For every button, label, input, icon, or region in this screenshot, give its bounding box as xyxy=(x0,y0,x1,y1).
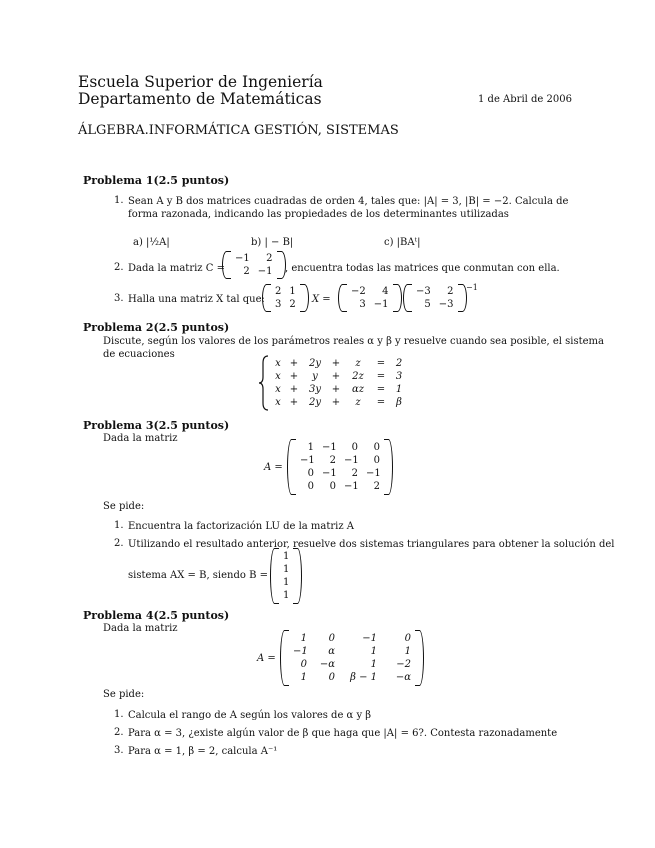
p4-item-3: Para α = 1, β = 2, calcula A⁻¹ xyxy=(128,746,278,757)
p3-item-2-number: 2. xyxy=(114,538,124,549)
eq-term: + xyxy=(289,384,299,395)
matrix-cell: 5 xyxy=(424,299,431,310)
matrix-cell: 2 xyxy=(351,468,358,479)
eq-term: + xyxy=(331,384,341,395)
matrix-cell: 2 xyxy=(266,253,273,264)
matrix-cell: α xyxy=(328,646,335,657)
matrix-cell: 1 xyxy=(370,659,377,670)
matrix-cell: 1 xyxy=(300,633,307,644)
eq-term: β xyxy=(396,397,402,408)
matrix-cell: −1 xyxy=(373,299,389,310)
matrix-cell: 3 xyxy=(275,299,282,310)
p1-item-1-number: 1. xyxy=(114,195,124,206)
matrix-cell: −1 xyxy=(366,468,381,479)
eq-term: + xyxy=(331,397,341,408)
p4-matrix-label: A = xyxy=(257,653,276,664)
course-title: ÁLGEBRA.INFORMÁTICA GESTIÓN, SISTEMAS xyxy=(78,123,399,138)
p4-item-3-number: 3. xyxy=(114,745,124,756)
matrix-cell: 2 xyxy=(373,481,380,492)
matrix-cell: −α xyxy=(395,672,411,683)
eq-term: 3 xyxy=(395,371,403,382)
matrix-cell: 1 xyxy=(283,577,290,588)
p3-item-2-line2: sistema AX = B, siendo B = xyxy=(128,570,268,581)
eq-term: + xyxy=(289,358,299,369)
matrix-cell: 1 xyxy=(307,442,314,453)
matrix-cell: −1 xyxy=(322,442,337,453)
p3-intro: Dada la matriz xyxy=(103,433,178,444)
p3-item-2: Utilizando el resultado anterior, resuelve dos sistemas triangulares para obtener la solución del xyxy=(128,539,615,550)
matrix-cell: −1 xyxy=(344,455,359,466)
matrix-cell: 0 xyxy=(351,442,358,453)
eq-term: x xyxy=(275,397,281,408)
matrix-cell: 1 xyxy=(283,590,290,601)
matrix-cell: −3 xyxy=(416,286,431,297)
equation-system xyxy=(272,357,406,409)
eq-term: = xyxy=(376,358,386,369)
p1-option-a: a) |½A| xyxy=(133,237,170,248)
eq-term: 2 xyxy=(395,358,403,369)
matrix-x2 xyxy=(338,284,402,312)
p1-item-1-line1: Sean A y B dos matrices cuadradas de orden 4, tales que: |A| = 3, |B| = −2. Calcula de xyxy=(128,196,569,207)
eq-term: 1 xyxy=(395,384,403,395)
eq-term: + xyxy=(289,371,299,382)
eq-term: + xyxy=(331,358,341,369)
matrix-cell: 0 xyxy=(307,468,314,479)
matrix-cell: 0 xyxy=(300,659,307,670)
matrix-cell: 2 xyxy=(275,286,282,297)
matrix-cell: −1 xyxy=(293,646,308,657)
matrix-cell: 1 xyxy=(300,672,307,683)
p1-item-3-mid: X = xyxy=(312,294,331,305)
matrix-a-p3 xyxy=(287,439,393,495)
matrix-cell: −1 xyxy=(322,468,337,479)
matrix-cell: 1 xyxy=(283,564,290,575)
p2-line2: de ecuaciones xyxy=(103,349,175,360)
p1-option-b: b) | − B| xyxy=(251,237,294,248)
eq-term: αz xyxy=(351,384,365,395)
matrix-cell: β − 1 xyxy=(350,672,377,683)
matrix-cell: −1 xyxy=(362,633,377,644)
matrix-x1 xyxy=(262,284,309,312)
p4-item-1-number: 1. xyxy=(114,709,124,720)
department-name: Departamento de Matemáticas xyxy=(78,90,322,108)
matrix-cell: −1 xyxy=(257,266,273,277)
matrix-cell: 2 xyxy=(243,266,250,277)
matrix-cell: 0 xyxy=(373,442,380,453)
matrix-b xyxy=(270,548,302,604)
eq-term: + xyxy=(331,371,341,382)
matrix-cell: 2 xyxy=(329,455,336,466)
p3-matrix-label: A = xyxy=(264,462,283,473)
matrix-cell: 3 xyxy=(359,299,366,310)
p3-item-1: Encuentra la factorización LU de la matriz A xyxy=(128,521,355,532)
p1-item-2-pre: Dada la matriz C = xyxy=(128,263,225,274)
eq-term: x xyxy=(275,384,281,395)
matrix-cell: 4 xyxy=(382,286,389,297)
problem-2-heading: Problema 2(2.5 puntos) xyxy=(83,321,230,334)
matrix-cell: 0 xyxy=(328,633,335,644)
matrix-cell: 1 xyxy=(370,646,377,657)
p1-item-3-number: 3. xyxy=(114,293,124,304)
matrix-cell: 1 xyxy=(289,286,296,297)
p1-option-c: c) |BAᵗ| xyxy=(384,237,421,248)
eq-term: = xyxy=(376,384,386,395)
eq-term: 2y xyxy=(308,358,321,369)
problem-1-heading: Problema 1(2.5 puntos) xyxy=(83,174,230,187)
eq-term: z xyxy=(355,358,361,369)
problem-4-heading: Problema 4(2.5 puntos) xyxy=(83,609,230,622)
p4-item-2: Para α = 3, ¿existe algún valor de β que haga que |A| = 6?. Contesta razonadamente xyxy=(128,728,558,739)
matrix-cell: −1 xyxy=(300,455,315,466)
inverse-exponent: −1 xyxy=(466,283,478,292)
school-name: Escuela Superior de Ingeniería xyxy=(78,73,323,91)
matrix-cell: 0 xyxy=(329,481,336,492)
problem-3-heading: Problema 3(2.5 puntos) xyxy=(83,419,230,432)
matrix-cell: 0 xyxy=(328,672,335,683)
matrix-cell: 0 xyxy=(307,481,314,492)
p4-item-1: Calcula el rango de A según los valores de α y β xyxy=(128,710,372,721)
p4-item-2-number: 2. xyxy=(114,727,124,738)
p4-se-pide: Se pide: xyxy=(103,689,145,700)
matrix-cell: 0 xyxy=(404,633,411,644)
matrix-a-p4 xyxy=(280,630,424,686)
system-brace xyxy=(258,355,270,411)
matrix-cell: 2 xyxy=(447,286,454,297)
eq-term: z xyxy=(355,397,361,408)
p1-item-3-pre: Halla una matriz X tal que: xyxy=(128,294,265,305)
p2-line1: Discute, según los valores de los parámetros reales α y β y resuelve cuando sea posible, el sistema xyxy=(103,336,604,347)
matrix-cell: 1 xyxy=(404,646,411,657)
matrix-cell: 1 xyxy=(283,551,290,562)
p1-item-1-line2: forma razonada, indicando las propiedades de los determinantes utilizadas xyxy=(128,209,509,220)
matrix-cell: 0 xyxy=(373,455,380,466)
p1-item-2-post: , encuentra todas las matrices que conmutan con ella. xyxy=(285,263,560,274)
eq-term: y xyxy=(312,371,318,382)
matrix-cell: −α xyxy=(319,659,335,670)
matrix-x3 xyxy=(403,284,467,312)
eq-term: x xyxy=(275,358,281,369)
matrix-c xyxy=(222,251,286,279)
matrix-cell: −2 xyxy=(351,286,366,297)
p4-intro: Dada la matriz xyxy=(103,623,178,634)
eq-term: = xyxy=(376,397,386,408)
matrix-cell: −2 xyxy=(396,659,411,670)
matrix-cell: −1 xyxy=(235,253,250,264)
eq-term: 2y xyxy=(308,397,321,408)
date: 1 de Abril de 2006 xyxy=(478,94,572,105)
matrix-cell: −3 xyxy=(438,299,454,310)
matrix-cell: 2 xyxy=(289,299,296,310)
p1-item-2-number: 2. xyxy=(114,262,124,273)
eq-term: x xyxy=(275,371,281,382)
p3-item-1-number: 1. xyxy=(114,520,124,531)
eq-term: + xyxy=(289,397,299,408)
eq-term: 3y xyxy=(308,384,321,395)
eq-term: 2z xyxy=(352,371,364,382)
eq-term: = xyxy=(376,371,386,382)
matrix-cell: −1 xyxy=(344,481,359,492)
p3-se-pide: Se pide: xyxy=(103,501,145,512)
